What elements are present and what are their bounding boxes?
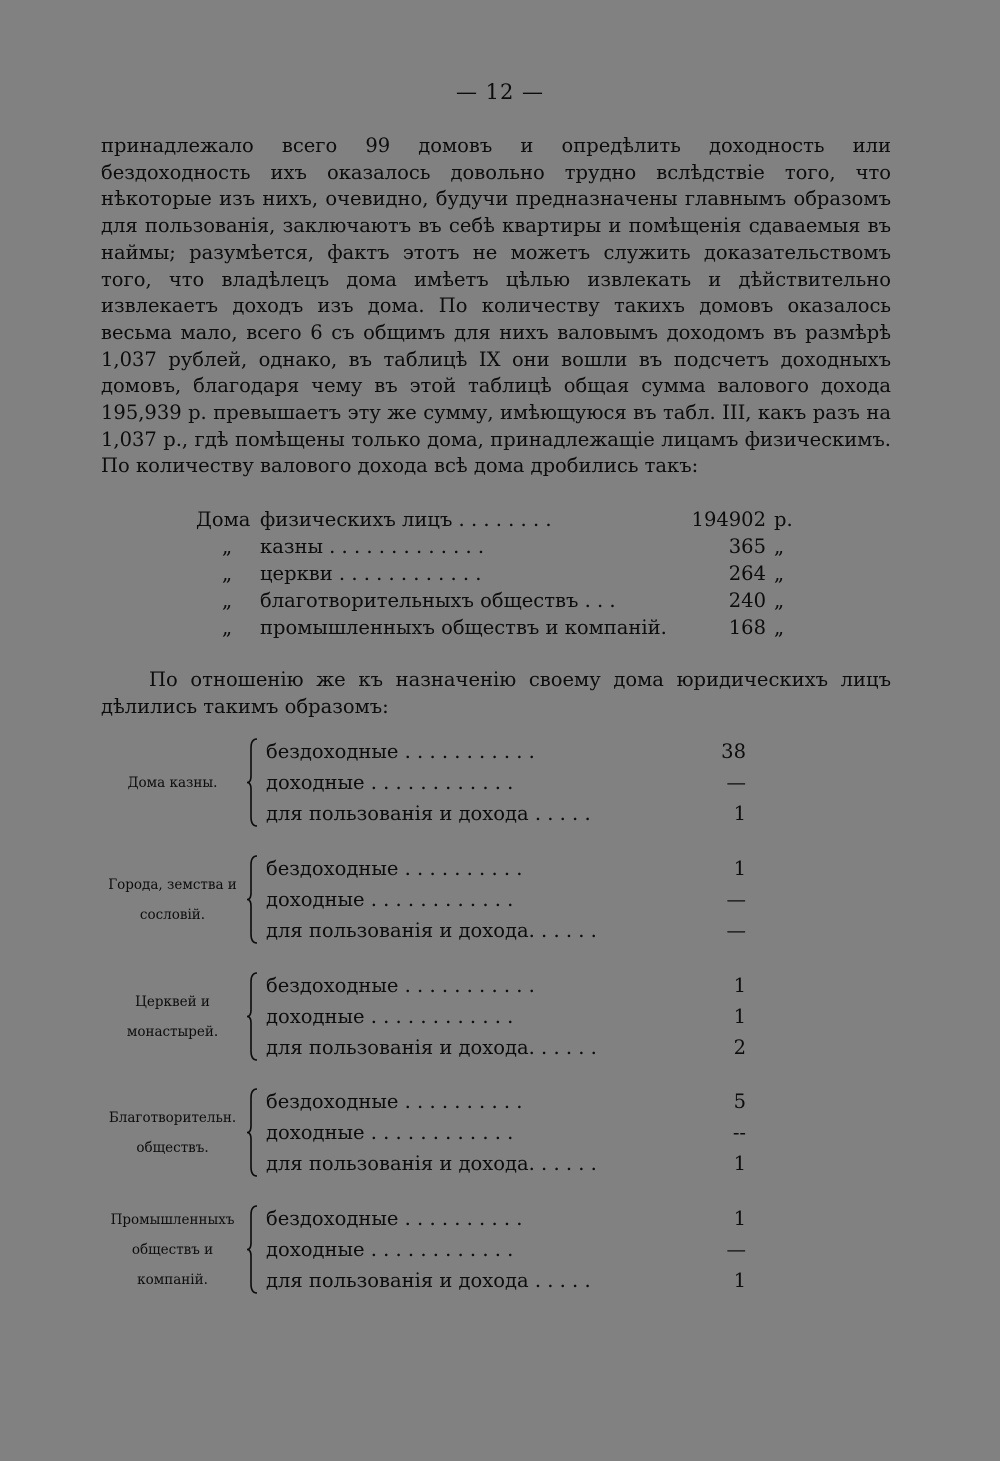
totals-row-prefix: „ [222, 535, 233, 558]
row-label: доходные . . . . . . . . . . . . [266, 1121, 514, 1144]
group-row [266, 1265, 746, 1296]
group-row [266, 853, 746, 884]
group-city-zemstvo [100, 853, 750, 946]
row-value: 2 [733, 1036, 746, 1059]
group-rows [266, 970, 746, 1063]
row-label: бездоходные . . . . . . . . . . . [266, 740, 535, 763]
totals-row-value: 264 [728, 562, 766, 585]
group-name: Дома казны. [127, 774, 218, 791]
totals-row [196, 614, 806, 641]
totals-row-label: промышленныхъ обществъ и компаній. [260, 616, 667, 639]
row-value: 1 [733, 974, 746, 997]
totals-row-unit: „ [774, 589, 785, 612]
group-name: Города, земства и сословій. [108, 876, 237, 923]
row-value: 38 [721, 740, 746, 763]
row-label: бездоходные . . . . . . . . . . . [266, 974, 535, 997]
group-name: Церквей и монастырей. [126, 993, 219, 1040]
row-value: 1 [733, 1152, 746, 1175]
curly-brace [246, 738, 258, 827]
group-industrial-companies [100, 1203, 750, 1296]
group-row [266, 1234, 746, 1265]
totals-row-prefix: „ [222, 589, 233, 612]
row-value: — [726, 1238, 746, 1261]
totals-row-value: 240 [728, 589, 766, 612]
totals-row [196, 506, 806, 533]
group-row [266, 1032, 746, 1063]
row-label: для пользованія и дохода. . . . . . [266, 1152, 597, 1175]
totals-row-unit: р. [774, 508, 793, 531]
row-label: доходные . . . . . . . . . . . . [266, 1238, 514, 1261]
group-row [266, 798, 746, 829]
curly-brace [246, 1205, 258, 1294]
totals-row-label: казны . . . . . . . . . . . . . [260, 535, 485, 558]
group-row [266, 767, 746, 798]
row-label: для пользованія и дохода . . . . . [266, 802, 591, 825]
row-label: бездоходные . . . . . . . . . . [266, 857, 523, 880]
curly-brace [246, 972, 258, 1061]
totals-row [196, 533, 806, 560]
totals-row-prefix: „ [222, 616, 233, 639]
group-charities [100, 1086, 750, 1179]
group-rows [266, 736, 746, 829]
totals-row-value: 194902 [691, 508, 766, 531]
curly-brace [246, 1088, 258, 1177]
totals-row-label: благотворительныхъ обществъ . . . [260, 589, 616, 612]
group-row [266, 884, 746, 915]
group-rows [266, 1203, 746, 1296]
body-paragraph: принадлежало всего 99 домовъ и опредѣлить доходность или бездоходность ихъ оказалось довольно трудно вслѣдствіе того, что нѣкоторые изъ нихъ, очевидно, будучи предназначены главнымъ образомъ для пользованія, заключаютъ въ себѣ квартиры и помѣщенія сдаваемыя въ наймы; разумѣется, фактъ этотъ не можетъ служить доказательствомъ того, что владѣлецъ дома имѣетъ цѣлью извлекать и дѣйствительно извлекаетъ доходъ изъ дома. По количеству такихъ домовъ оказалось весьма мало, всего 6 съ общимъ для нихъ валовымъ доходомъ въ размѣрѣ 1,037 рублей, однако, въ таблицѣ IX они вошли въ подсчетъ доходныхъ домовъ, благодаря чему въ этой таблицѣ общая сумма валового дохода 195,939 р. превышаетъ эту же сумму, имѣющуюся въ табл. III, какъ разъ на 1,037 р., гдѣ помѣщены только дома, принадлежащіе лицамъ физическимъ. По количеству валового дохода всѣ дома дробились такъ: [101, 134, 891, 478]
group-row [266, 1203, 746, 1234]
group-row [266, 1117, 746, 1148]
totals-row-label: церкви . . . . . . . . . . . . [260, 562, 482, 585]
income-totals-list [196, 506, 806, 641]
intro-paragraph: По отношенію же къ назначенію своему дома юридическихъ лицъ дѣлились такимъ образомъ: [101, 668, 891, 718]
row-label: бездоходные . . . . . . . . . . [266, 1207, 523, 1230]
totals-row-unit: „ [774, 535, 785, 558]
row-value: — [726, 919, 746, 942]
totals-row-prefix: Дома [196, 508, 251, 531]
group-row [266, 970, 746, 1001]
totals-row-value: 365 [728, 535, 766, 558]
curly-brace [246, 855, 258, 944]
row-value: 1 [733, 1269, 746, 1292]
row-label: доходные . . . . . . . . . . . . [266, 888, 514, 911]
group-row [266, 1001, 746, 1032]
row-label: для пользованія и дохода. . . . . . [266, 919, 597, 942]
totals-row [196, 587, 806, 614]
group-row [266, 915, 746, 946]
totals-row-label: физическихъ лицъ . . . . . . . . [260, 508, 552, 531]
row-value: 5 [733, 1090, 746, 1113]
row-label: бездоходные . . . . . . . . . . [266, 1090, 523, 1113]
row-label: для пользованія и дохода . . . . . [266, 1269, 591, 1292]
row-label: доходные . . . . . . . . . . . . [266, 771, 514, 794]
row-value: — [726, 888, 746, 911]
totals-row-unit: „ [774, 616, 785, 639]
row-value: — [726, 771, 746, 794]
group-row [266, 1148, 746, 1179]
group-name: Промышленныхъ обществъ и компаній. [110, 1211, 235, 1288]
row-value: 1 [733, 802, 746, 825]
row-value: 1 [733, 857, 746, 880]
totals-row-prefix: „ [222, 562, 233, 585]
group-row [266, 1086, 746, 1117]
group-name: Благотворительн. обществъ. [108, 1109, 237, 1156]
totals-row-value: 168 [728, 616, 766, 639]
row-label: для пользованія и дохода. . . . . . [266, 1036, 597, 1059]
row-label: доходные . . . . . . . . . . . . [266, 1005, 514, 1028]
row-value: 1 [733, 1207, 746, 1230]
group-churches [100, 970, 750, 1063]
page-number: — 12 — [455, 80, 545, 104]
group-row [266, 736, 746, 767]
group-rows [266, 1086, 746, 1179]
group-state-houses [100, 736, 750, 829]
row-value: 1 [733, 1005, 746, 1028]
totals-row-unit: „ [774, 562, 785, 585]
row-value: -- [732, 1121, 746, 1144]
totals-row [196, 560, 806, 587]
group-rows [266, 853, 746, 946]
